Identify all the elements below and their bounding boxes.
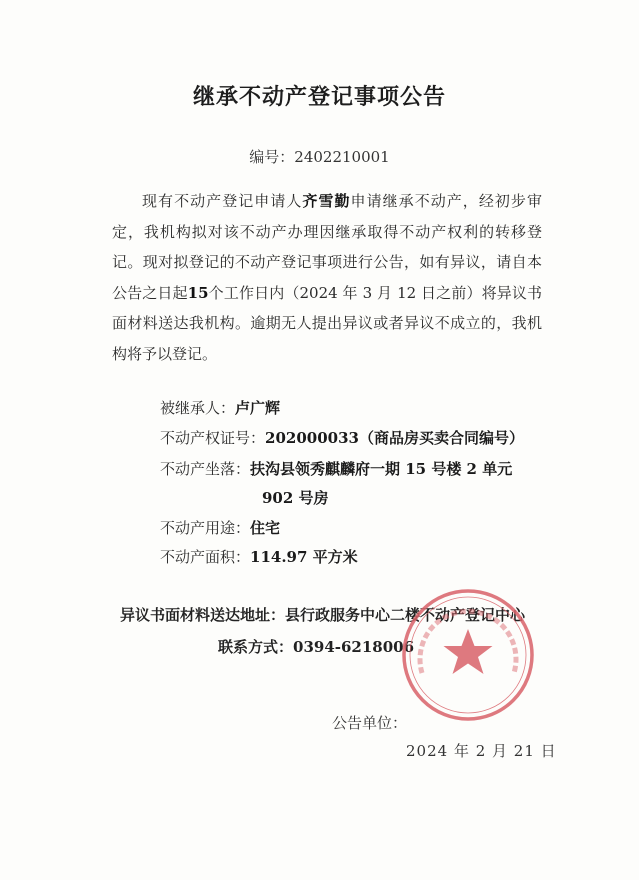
paragraph-part1: 现有不动产登记申请人: [142, 192, 303, 210]
objection-address-value: 县行政服务中心二楼不动产登记中心: [285, 606, 526, 624]
contact-phone: 0394-6218006: [293, 638, 415, 656]
field-decedent: [160, 397, 280, 418]
contact-info: [218, 636, 414, 657]
field-location-continued: [262, 487, 329, 508]
field-usage: [160, 517, 280, 538]
field-area: [160, 546, 358, 567]
document-number: 编号：2402210001: [249, 148, 390, 166]
field-value: 扶沟县领秀麒麟府一期 15 号楼 2 单元: [250, 460, 513, 478]
days-count: 15: [187, 283, 209, 302]
contact-label: 联系方式：: [218, 638, 294, 656]
field-value: 卢广辉: [235, 399, 281, 417]
applicant-name: 齐雪勤: [302, 192, 351, 210]
field-location: [160, 458, 512, 479]
field-label: 不动产面积：: [160, 548, 251, 566]
objection-address-label: 异议书面材料送达地址：: [120, 606, 286, 624]
field-value: 114.97 平方米: [250, 548, 358, 566]
field-label: 不动产坐落：: [160, 460, 251, 478]
field-label: 被继承人：: [160, 399, 236, 417]
announcement-date: 2024 年 2 月 21 日: [406, 742, 557, 760]
official-seal-icon: [398, 585, 538, 725]
field-value: 住宅: [250, 519, 281, 537]
field-label: 不动产用途：: [160, 519, 251, 537]
announcement-body: [112, 186, 542, 369]
field-label: 不动产权证号：: [160, 429, 266, 447]
paragraph-part3: 个工作日内（2024 年 3 月 12 日之前）将异议书面材料送达我机构。逾期无人提出异议或者异议不成立的，我机构将予以登记。: [112, 283, 542, 363]
announcement-paragraph: [112, 186, 542, 369]
field-certificate-number: [160, 427, 524, 448]
field-value: 902 号房: [262, 489, 329, 507]
document-title: 继承不动产登记事项公告: [192, 84, 446, 110]
paragraph-part2: 申请继承不动产，经初步审定，我机构拟对该不动产办理因继承取得不动产权利的转移登记。现对拟登记的不动产登记事项进行公告，如有异议，请自本公告之日起: [112, 192, 542, 302]
objection-address: [120, 604, 639, 625]
field-value: 202000033（商品房买卖合同编号）: [265, 429, 524, 447]
announcing-unit: 公告单位：: [332, 714, 408, 732]
